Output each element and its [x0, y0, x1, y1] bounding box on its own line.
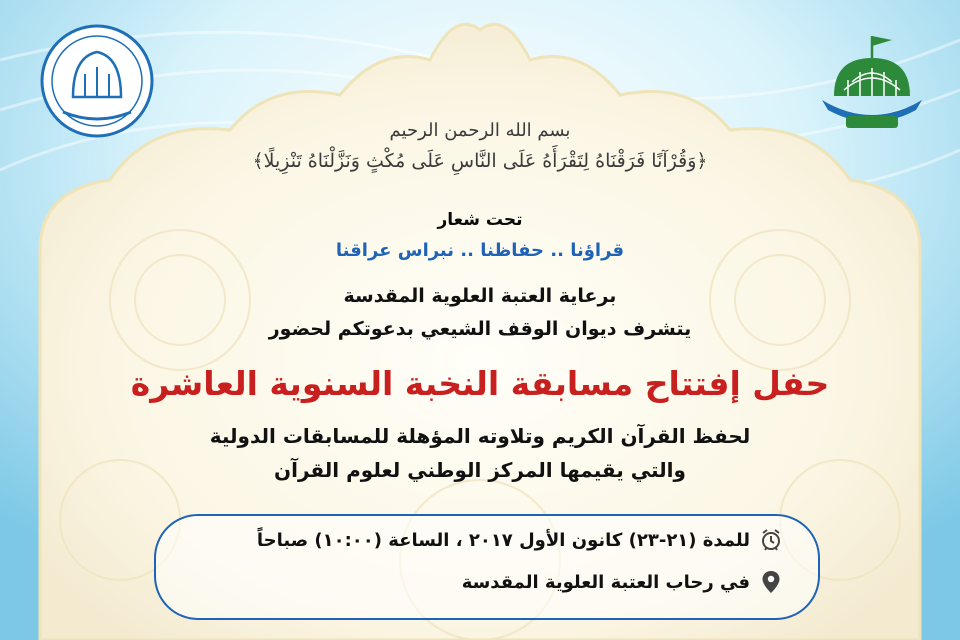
- location-row: [462, 570, 782, 594]
- patronage-line: برعاية العتبة العلوية المقدسة: [343, 285, 617, 307]
- schedule-row: [257, 528, 782, 552]
- event-subtitle-2: والتي يقيمها المركز الوطني لعلوم القرآن: [274, 458, 686, 482]
- host-invitation-line: يتشرف ديوان الوقف الشيعي بدعوتكم لحضور: [268, 318, 692, 340]
- slogan-text: قراؤنا .. حفاظنا .. نبراس عراقنا: [335, 240, 625, 261]
- event-subtitle-1: لحفظ القرآن الكريم وتلاوته المؤهلة للمسابقات الدولية: [209, 424, 751, 448]
- basmala: بسم الله الرحمن الرحيم: [389, 120, 571, 141]
- quran-verse: ﴿وَقُرْآنًا فَرَقْنَاهُ لِتَقْرَأَهُ عَلَى النَّاسِ عَلَى مُكْثٍ وَنَزَّلْنَاهُ تَنْزِيلًا﴾: [252, 150, 708, 172]
- alarm-clock-icon: [760, 528, 782, 552]
- slogan-intro: تحت شعار: [437, 210, 523, 230]
- event-title: حفل إفتتاح مسابقة النخبة السنوية العاشرة: [130, 364, 830, 403]
- event-details-box: [154, 514, 820, 620]
- map-pin-icon: [760, 570, 782, 594]
- location-text: في رحاب العتبة العلوية المقدسة: [461, 571, 750, 593]
- schedule-text: للمدة (٢١-٢٣) كانون الأول ٢٠١٧ ، الساعة (١٠:٠٠) صباحاً: [256, 529, 750, 551]
